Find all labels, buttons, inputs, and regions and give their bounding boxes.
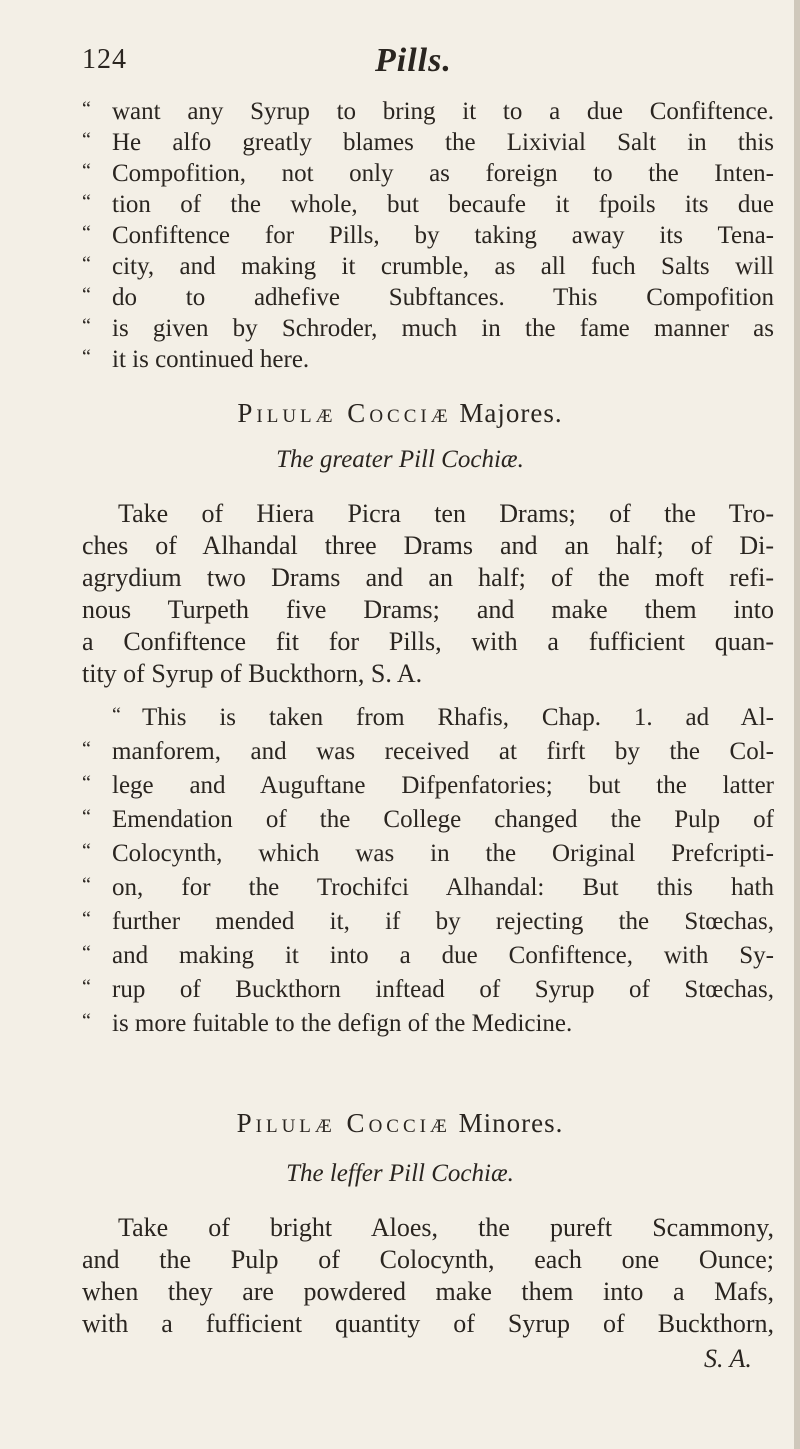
quote-block-1 xyxy=(82,96,774,375)
quote-mark: “ xyxy=(82,98,91,120)
quote-mark: “ xyxy=(82,1010,91,1032)
quote-line: “ it is continued here. xyxy=(82,344,774,375)
section-heading-minores: Pilulæ Cocciæ Minores. xyxy=(236,1108,564,1138)
quote-line: “ Emendation of the College changed the Pulp of xyxy=(82,804,774,838)
page-edge xyxy=(794,0,800,1449)
quote-mark: “ xyxy=(82,191,91,213)
quote-mark: “ xyxy=(82,160,91,182)
quote-mark: “ xyxy=(82,315,91,337)
quote-mark: “ xyxy=(82,806,91,828)
section-subtitle-majores: The greater Pill Cochiæ. xyxy=(276,446,524,473)
quote-line: “ lege and Auguftane Difpenfatories; but the latter xyxy=(82,770,774,804)
quote-line: “ want any Syrup to bring it to a due Confiftence. xyxy=(82,96,774,127)
quote-mark: “ xyxy=(82,738,91,760)
section-heading-majores: Pilulæ Cocciæ Majores. xyxy=(237,398,563,428)
quote-line: “ Confiftence for Pills, by taking away its Tena- xyxy=(82,220,774,251)
quote-line: “ do to adhefive Subftances. This Compofition xyxy=(82,282,774,313)
quote-line: “ Colocynth, which was in the Original Prefcripti- xyxy=(82,838,774,872)
quote-mark: “ xyxy=(112,704,121,726)
quote-mark: “ xyxy=(82,129,91,151)
quote-line: “ This is taken from Rhafis, Chap. 1. ad Al- xyxy=(82,702,774,736)
recipe-minores: Take of bright Aloes, the pureft Scammony, and the Pulp of Colocynth, each one Ounce; when they are powdered make them into a Mafs, with a fufficient quantity of Syrup of Buckthorn, xyxy=(82,1213,774,1338)
running-title: Pills. xyxy=(375,42,452,79)
quote-mark: “ xyxy=(82,222,91,244)
quote-line: “ further mended it, if by rejecting the Stœchas, xyxy=(82,906,774,940)
quote-mark: “ xyxy=(82,908,91,930)
quote-line: “ is more fuitable to the defign of the Medicine. xyxy=(82,1008,774,1042)
quote-mark: “ xyxy=(82,874,91,896)
quote-mark: “ xyxy=(82,284,91,306)
page-number: 124 xyxy=(82,44,127,75)
quote-mark: “ xyxy=(82,976,91,998)
quote-mark: “ xyxy=(82,772,91,794)
page-header xyxy=(82,44,732,94)
quote-line: “ tion of the whole, but becaufe it fpoils its due xyxy=(82,189,774,220)
quote-line: “ He alfo greatly blames the Lixivial Salt in this xyxy=(82,127,774,158)
quote-line: “ city, and making it crumble, as all fuch Salts will xyxy=(82,251,774,282)
quote-line: “ rup of Buckthorn inftead of Syrup of Stœchas, xyxy=(82,974,774,1008)
quote-mark: “ xyxy=(82,942,91,964)
quote-mark: “ xyxy=(82,346,91,368)
recipe-sign: S. A. xyxy=(704,1344,752,1373)
quote-line: “ on, for the Trochifci Alhandal: But this hath xyxy=(82,872,774,906)
quote-line: “ and making it into a due Confiftence, with Sy- xyxy=(82,940,774,974)
quote-line: “ Compofition, not only as foreign to the Inten- xyxy=(82,158,774,189)
quote-mark: “ xyxy=(82,840,91,862)
quote-line: “ manforem, and was received at firft by the Col- xyxy=(82,736,774,770)
quote-mark: “ xyxy=(82,253,91,275)
section-subtitle-minores: The leffer Pill Cochiæ. xyxy=(286,1160,514,1187)
quote-line: “ is given by Schroder, much in the fame manner as xyxy=(82,313,774,344)
quote-block-2 xyxy=(82,702,774,1042)
recipe-majores: Take of Hiera Picra ten Drams; of the Tro- ches of Alhandal three Drams and an half; of Di- agrydium two Drams and an half; of the moft refi- nous Turpeth five Drams; and make them into a Confiftence fit for Pills, with a fufficient quan- tity of Syrup of Buckthorn, S. A. xyxy=(82,499,774,688)
